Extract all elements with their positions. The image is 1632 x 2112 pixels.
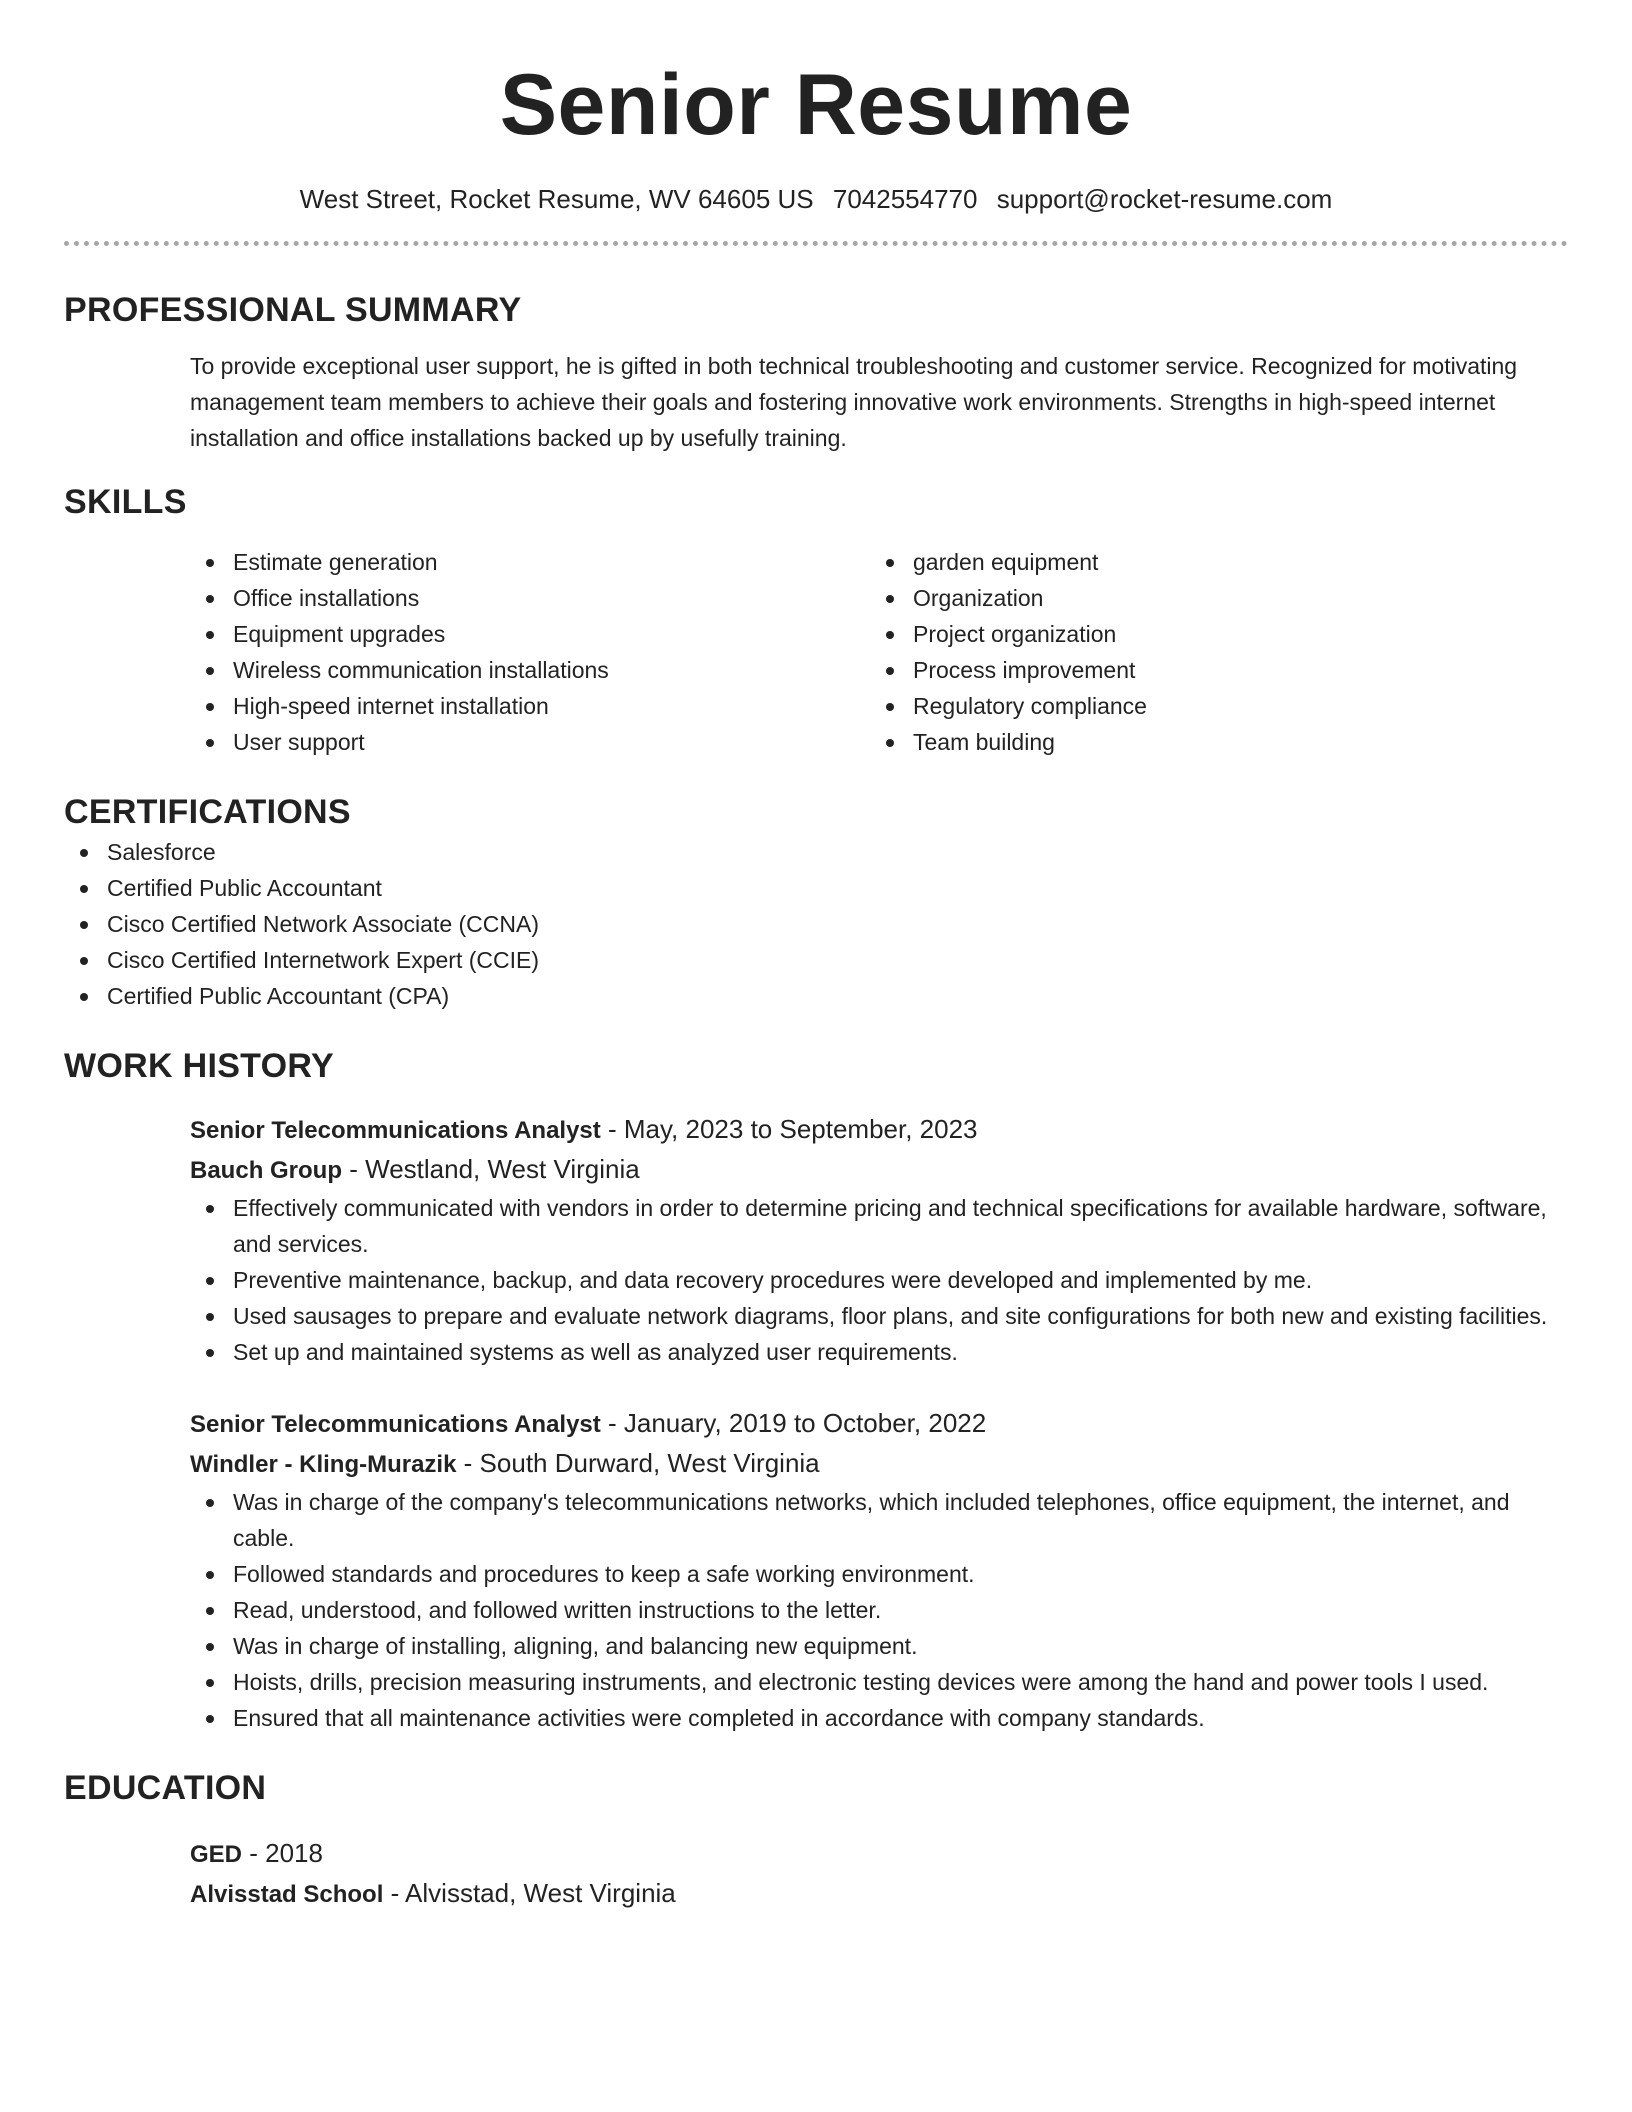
job-company: Bauch Group [190, 1157, 343, 1184]
job-role: Senior Telecommunications Analyst [190, 1411, 601, 1438]
certification-item: Cisco Certified Internetwork Expert (CCIE) [64, 942, 1568, 978]
job-duty: Was in charge of the company's telecommunications networks, which included telephones, office equipment, the internet, and cable. [190, 1484, 1568, 1556]
job-entry [190, 1110, 1568, 1370]
contact-line [64, 179, 1568, 219]
certifications-heading: CERTIFICATIONS [64, 793, 351, 831]
certification-item: Cisco Certified Network Associate (CCNA) [64, 906, 1568, 942]
skill-item: Team building [870, 724, 1550, 760]
job-company: Windler - Kling-Murazik [190, 1451, 457, 1478]
resume-name: Senior Resume [499, 57, 1133, 153]
work-history-heading: WORK HISTORY [64, 1047, 334, 1085]
certification-item: Certified Public Accountant [64, 870, 1568, 906]
education-year: - 2018 [242, 1838, 323, 1868]
job-duties [190, 1190, 1568, 1370]
contact-address: West Street, Rocket Resume, WV 64605 US [299, 184, 814, 214]
job-title-line [190, 1404, 1568, 1444]
job-duty: Used sausages to prepare and evaluate network diagrams, floor plans, and site configurations for both new and existing facilities. [190, 1298, 1568, 1334]
job-duties [190, 1484, 1568, 1736]
education-school-line [190, 1874, 1568, 1914]
education-heading: EDUCATION [64, 1769, 267, 1807]
education-degree-line [190, 1834, 1568, 1874]
job-role: Senior Telecommunications Analyst [190, 1117, 601, 1144]
certification-item: Certified Public Accountant (CPA) [64, 978, 1568, 1014]
contact-phone: 7042554770 [832, 184, 978, 214]
job-company-line [190, 1150, 1568, 1190]
job-location: - Westland, West Virginia [342, 1154, 640, 1184]
skill-item: garden equipment [870, 544, 1550, 580]
skills-column-right [870, 544, 1550, 760]
skill-item: Estimate generation [190, 544, 870, 580]
job-duty: Was in charge of installing, aligning, and balancing new equipment. [190, 1628, 1568, 1664]
summary-text: To provide exceptional user support, he is gifted in both technical troubleshooting and customer service. Recognized for motivating management team members to achieve their goals and fostering innovative work environments. Strengths in high-speed internet installation and office installations backed up by usefully training. [190, 353, 1518, 451]
skill-item: User support [190, 724, 870, 760]
job-duty: Read, understood, and followed written instructions to the letter. [190, 1592, 1568, 1628]
education-school: Alvisstad School [190, 1881, 384, 1908]
job-duty: Set up and maintained systems as well as analyzed user requirements. [190, 1334, 1568, 1370]
skills-grid [190, 544, 1568, 760]
contact-email: support@rocket-resume.com [996, 184, 1333, 214]
certifications-list [64, 834, 1568, 1014]
job-company-line [190, 1444, 1568, 1484]
education-location: - Alvisstad, West Virginia [383, 1878, 676, 1908]
job-dates: - January, 2019 to October, 2022 [600, 1408, 987, 1438]
skill-item: Process improvement [870, 652, 1550, 688]
skill-item: High-speed internet installation [190, 688, 870, 724]
job-duty: Followed standards and procedures to keep a safe working environment. [190, 1556, 1568, 1592]
education-degree: GED [190, 1841, 243, 1868]
certification-item: Salesforce [64, 834, 1568, 870]
job-duty: Hoists, drills, precision measuring instruments, and electronic testing devices were among the hand and power tools I used. [190, 1664, 1568, 1700]
job-duty: Preventive maintenance, backup, and data recovery procedures were developed and implemented by me. [190, 1262, 1568, 1298]
job-duty: Effectively communicated with vendors in order to determine pricing and technical specifications for available hardware, software, and services. [190, 1190, 1568, 1262]
skill-item: Wireless communication installations [190, 652, 870, 688]
job-title-line [190, 1110, 1568, 1150]
skill-item: Regulatory compliance [870, 688, 1550, 724]
skill-item: Organization [870, 580, 1550, 616]
education-entry [190, 1834, 1568, 1914]
job-location: - South Durward, West Virginia [456, 1448, 820, 1478]
skill-item: Project organization [870, 616, 1550, 652]
skills-column-left [190, 544, 870, 760]
skills-heading: SKILLS [64, 483, 187, 521]
job-entry [190, 1404, 1568, 1736]
header-divider [64, 241, 1568, 246]
summary-heading: PROFESSIONAL SUMMARY [64, 291, 522, 329]
skill-item: Office installations [190, 580, 870, 616]
job-duty: Ensured that all maintenance activities were completed in accordance with company standards. [190, 1700, 1568, 1736]
job-dates: - May, 2023 to September, 2023 [600, 1114, 978, 1144]
skill-item: Equipment upgrades [190, 616, 870, 652]
